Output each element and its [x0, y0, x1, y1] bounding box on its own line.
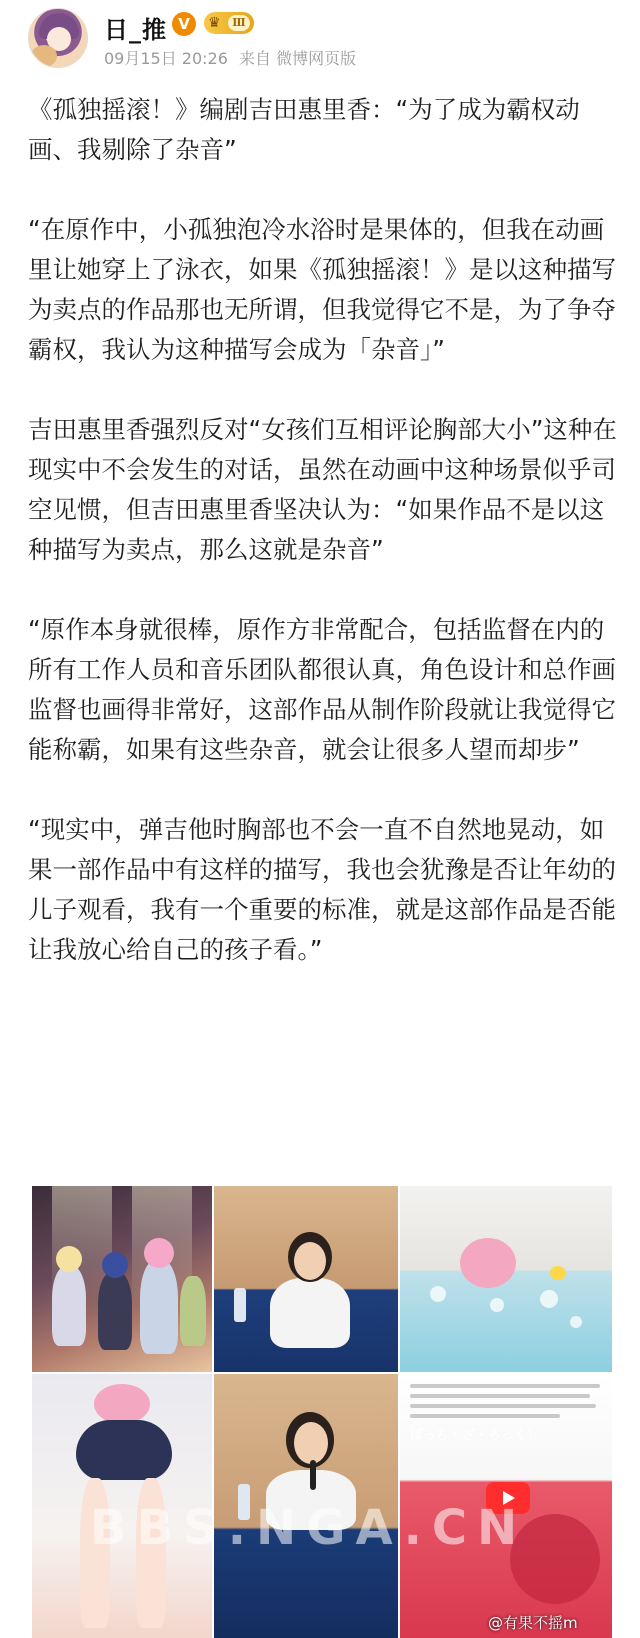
person-face [294, 1422, 328, 1464]
character-head [56, 1246, 82, 1272]
character-head [460, 1238, 516, 1288]
character-head [144, 1238, 174, 1268]
character-figure [52, 1266, 86, 1346]
image-source-tag: @有果不摇m [488, 1614, 578, 1632]
anime-title: ぼっち・ざ・ろっく！ [410, 1428, 541, 1443]
post-date[interactable]: 09月15日 20:26 [104, 49, 228, 68]
crown-icon: ♛ [208, 15, 221, 31]
post-body [28, 90, 618, 970]
doc-line [410, 1404, 596, 1408]
gallery-image-band-stage[interactable] [32, 1186, 212, 1372]
swimsuit [76, 1420, 172, 1480]
doc-line [410, 1384, 600, 1388]
paragraph-opposition: 吉田惠里香强烈反对“女孩们互相评论胸部大小”这种在现实中不会发生的对话，虽然在动画中这种场景似乎司空见惯，但吉田惠里香坚决认为：“如果作品不是以这种描写为卖点，那么这就是杂音” [28, 415, 617, 564]
character-figure [140, 1260, 178, 1354]
watermark: BBS.NGA.CN [90, 1500, 528, 1556]
post-header [0, 0, 640, 80]
character-figure [180, 1276, 206, 1346]
doc-line [410, 1414, 560, 1418]
rubber-duck [550, 1266, 566, 1280]
author-avatar[interactable] [28, 8, 88, 68]
avatar-bear [31, 45, 57, 67]
author-name[interactable]: 日_推 [104, 16, 167, 44]
person-figure [270, 1278, 350, 1348]
character-figure [98, 1272, 132, 1350]
post-source: 来自 微博网页版 [239, 49, 357, 68]
vip-badge[interactable] [204, 12, 254, 34]
character-hair [94, 1384, 150, 1424]
bubble [540, 1290, 558, 1308]
bubble [570, 1316, 582, 1328]
gallery-image-writer-seated[interactable] [214, 1186, 398, 1372]
paragraph-original: “原作本身就很棒，原作方非常配合，包括监督在内的所有工作人员和音乐团队都很认真，角色设计和总作画监督也画得非常好，这部作品从制作阶段就让我觉得它能称霸，如果有这些杂音，就会让很多人望而却步” [28, 615, 616, 764]
image-gallery [32, 1186, 612, 1638]
paragraph-title: 《孤独摇滚！》编剧吉田惠里香：“为了成为霸权动画、我剔除了杂音” [28, 95, 580, 164]
character-head [102, 1252, 128, 1278]
water-bottle [234, 1288, 246, 1322]
bubble [490, 1298, 504, 1312]
paragraph-reality: “现实中，弹吉他时胸部也不会一直不自然地晃动，如果一部作品中有这样的描写，我也会犹豫是否让年幼的儿子观看，我有一个重要的标准，就是这部作品是否能让我放心给自己的孩子看。” [28, 815, 616, 964]
microphone [310, 1460, 316, 1490]
paragraph-swimsuit: “在原作中，小孤独泡冷水浴时是果体的，但我在动画里让她穿上了泳衣，如果《孤独摇滚！》是以这种描写为卖点的作品那也无所谓，但我觉得它不是，为了争夺霸权，我认为这种描写会成为「杂音」” [28, 215, 616, 364]
person-face [294, 1242, 326, 1280]
gallery-image-bathtub[interactable] [400, 1186, 612, 1372]
bubble [430, 1286, 446, 1302]
vip-level: Ⅲ [228, 15, 250, 31]
post-meta [104, 46, 362, 69]
doc-line [410, 1394, 590, 1398]
verified-icon: V [172, 12, 196, 36]
